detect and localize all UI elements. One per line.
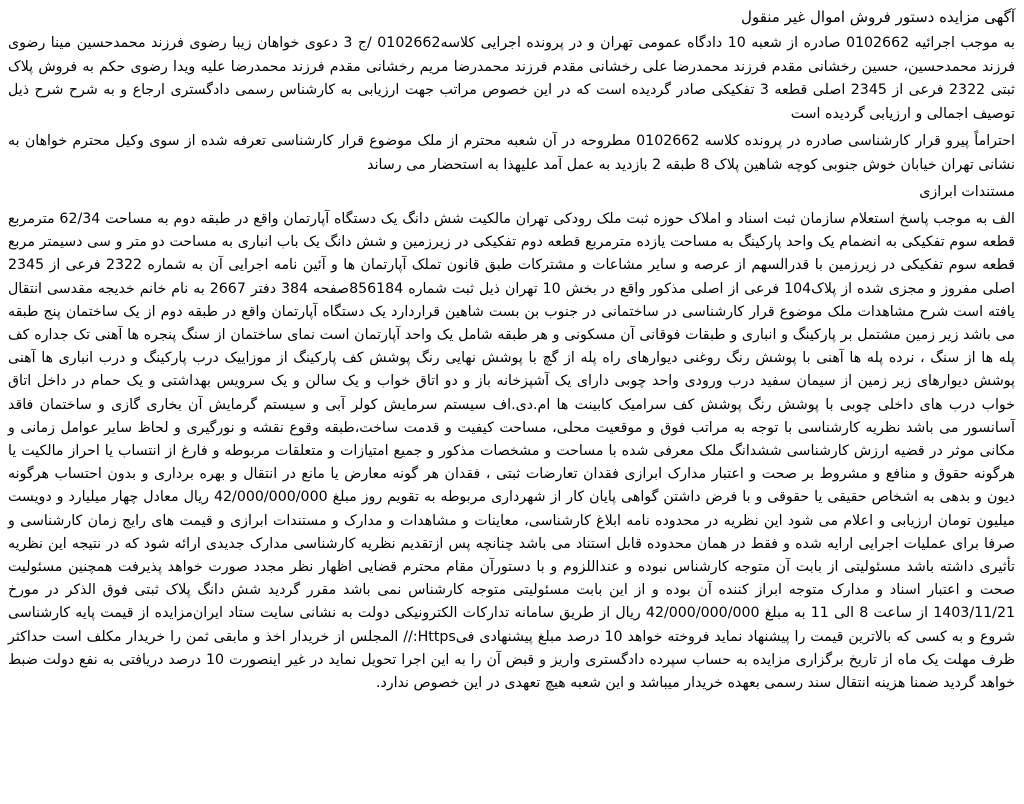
section-heading: مستندات ابرازی bbox=[919, 184, 1015, 200]
expert-visit-paragraph: احتراماً پیرو قرار کارشناسی صادره در پرونده کلاسه 0102662 مطروحه در آن شعبه محترم از ملک موضوع قرار کارشناسی تعرفه شده از سوی وکیل محترم خواهان به نشانی تهران خیابان خوش جنوبی کوچه شاهین پلاک 8 طبقه 2 بازدید به عمل آمد علیهذا به استحضار می رساند bbox=[8, 133, 1015, 173]
notice-intro-paragraph: به موجب اجرائیه 0102662 صادره از شعبه 10 دادگاه عمومی تهران و در پرونده اجرایی کلاسه0102662 /ج 3 دعوی خواهان زیبا رضوی فرزند محمدحسین مینا رضوی فرزند محمدحسین، حسین رخشانی مقدم فرزند محمدرضا علی رخشانی مقدم فرزند محمدرضا مریم رخشانی مقدم فرزند محمدرضا علیه ویدا رضوی حکم به فروش پلاک ثبتی 2322 فرعی از 2345 اصلی قطعه 3 تفکیکی صادر گردیده است که در این خصوص مراتب جهت ارزیابی به کارشناس رسمی دادگستری ارجاع و به شرح شرح ذیل توصیف اجمالی و ارزیابی گردیده است bbox=[8, 35, 1015, 122]
notice-title: آگهی مزایده دستور فروش اموال غیر منقول bbox=[741, 8, 1015, 26]
notice-body-paragraph: الف به موجب پاسخ استعلام سازمان ثبت اسناد و املاک حوزه ثبت ملک رودکی تهران مالکیت شش دانگ یک دستگاه آپارتمان واقع در طبقه دوم به مساحت 62/34 مترمربع قطعه سوم تفکیکی به انضمام یک واحد پارکینگ به مساحت یازده مترمربع قطعه دوم تفکیکی در زیرزمین و شش دانگ یک باب انباری به مساحت دو متر و سی دسیمتر مربع قطعه سوم تفکیکی در زیرزمین با قدرالسهم از عرصه و سایر مشاعات و مشترکات طبق قانون تملک آپارتمان ها و آئین نامه اجرایی آن به شماره 2322 فرعی از 2345 اصلی مفروز و مجزی شده از پلاک104 فرعی از اصلی مذکور واقع در بخش 10 تهران ذیل ثبت شماره 856184صفحه 384 دفتر 2667 به نام خانم خدیجه مقدسی انتقال یافته است شرح مشاهدات ملک موضوع قرار کارشناسی در ساختمانی در جنوب بن بست شاهین قراردارد یک دستگاه آپارتمان واقع در طبقه دوم از یک ساختمان پنج طبقه می باشد زیر زمین مشتمل بر پارکینگ و انباری و طبقات فوقانی آن مسکونی و هر طبقه شامل یک واحد آپارتمان است نمای ساختمان از سنگ پنجره ها آهنی تک جداره کف پله ها از سنگ ، نرده پله ها آهنی با پوشش رنگ روغنی دیوارهای راه پله از گچ با پوشش نهایی رنگ پوشش کف پارکینگ از موزاییک درب پارکینگ و درب انباری ها آهنی پوشش دیوارهای زیر زمین از سیمان سفید درب ورودی واحد چوبی دارای یک آشپزخانه باز و دو اتاق خواب و یک سالن و یک سرویس بهداشتی و یک حمام در داخل اتاق خواب درب های داخلی چوبی با پوشش رنگ پوشش کف سرامیک کابینت ها ام.دی.اف سیستم سرمایش کولر آبی و سیستم گرمایش آن بخاری گازی و ساختمان فاقد آسانسور می باشد نظریه کارشناسی با توجه به مراتب فوق و موقعیت محلی، مساحت کیفیت و قدمت ساخت،طبقه وقوع نقشه و نورگیری و لحاظ سایر عوامل زمانی و مکانی موثر در قضیه ارزش کارشناسی ششدانگ ملک معرفی شده با مساحت و مشخصات مذکور و جمیع امتیازات و متعلقات مربوطه و فارغ از انتساب یا احراز مالکیت یا هرگونه حقوق و منافع و مشروط بر صحت و اعتبار مدارک ابرازی فقدان تعارضات ثبتی ، فقدان هر گونه معارض یا مانع در انتقال و بهره برداری و بدون احتساب هرگونه دیون و بدهی به اشخاص حقیقی یا حقوقی و با فرض داشتن گواهی پایان کار از شهرداری مربوطه به تقویم روز مبلغ 42/000/000/000 ریال معادل چهار میلیارد و دویست میلیون تومان ارزیابی و اعلام می شود این نظریه در محدوده نامه ابلاغ کارشناسی، معاینات و مشاهدات و مدارک و مستندات ابرازی و قیمت های رایج زمان کارشناسی و صرفا برای عملیات اجرایی ارایه شده و فقط در همان محدوده قابل استناد می باشد چنانچه پس ازتقدیم نظریه کارشناسی مدارک جدیدی ارائه شود که در نتیجه این نظریه تأثیری داشته باشد مسئولیتی از بابت آن متوجه کارشناس نبوده و عنداللزوم و با دستورآن مقام محترم قضایی اظهار نظر مجدد صورت خواهد پذیرفت همچنین مسئولیت صحت و اعتبار اسناد و مدارک متوجه ابراز کننده آن بوده و از این بابت مسئولیتی متوجه کارشناس نمی باشد مقرر گردید شش دانگ پلاک ثبتی فوق الذکر در مورخ 1403/11/21 از ساعت 8 الی 11 به مبلغ 42/000/000/000 ریال از طریق سامانه تدارکات الکترونیکی دولت به نشانی سایت ستاد ایران‌مزایده از قیمت پایه کارشناسی شروع و به کسی که بالاترین قیمت را پیشنهاد نماید فروخته خواهد 10 درصد مبلغ پیشنهادی فی‌Https:// المجلس از خریدار اخذ و مابقی ثمن را خریدار مکلف است حداکثر ظرف مهلت یک ماه از تاریخ برگزاری مزایده به حساب سپرده دادگستری واریز و قبض آن را به این اجرا تحویل نماید در غیر اینصورت 10 درصد دریافتی به نفع دولت ضبط خواهد گردید ضمنا هزینه انتقال سند رسمی بعهده خریدار میباشد و این شعبه هیچ تعهدی در این خصوص ندارد. bbox=[8, 211, 1015, 692]
